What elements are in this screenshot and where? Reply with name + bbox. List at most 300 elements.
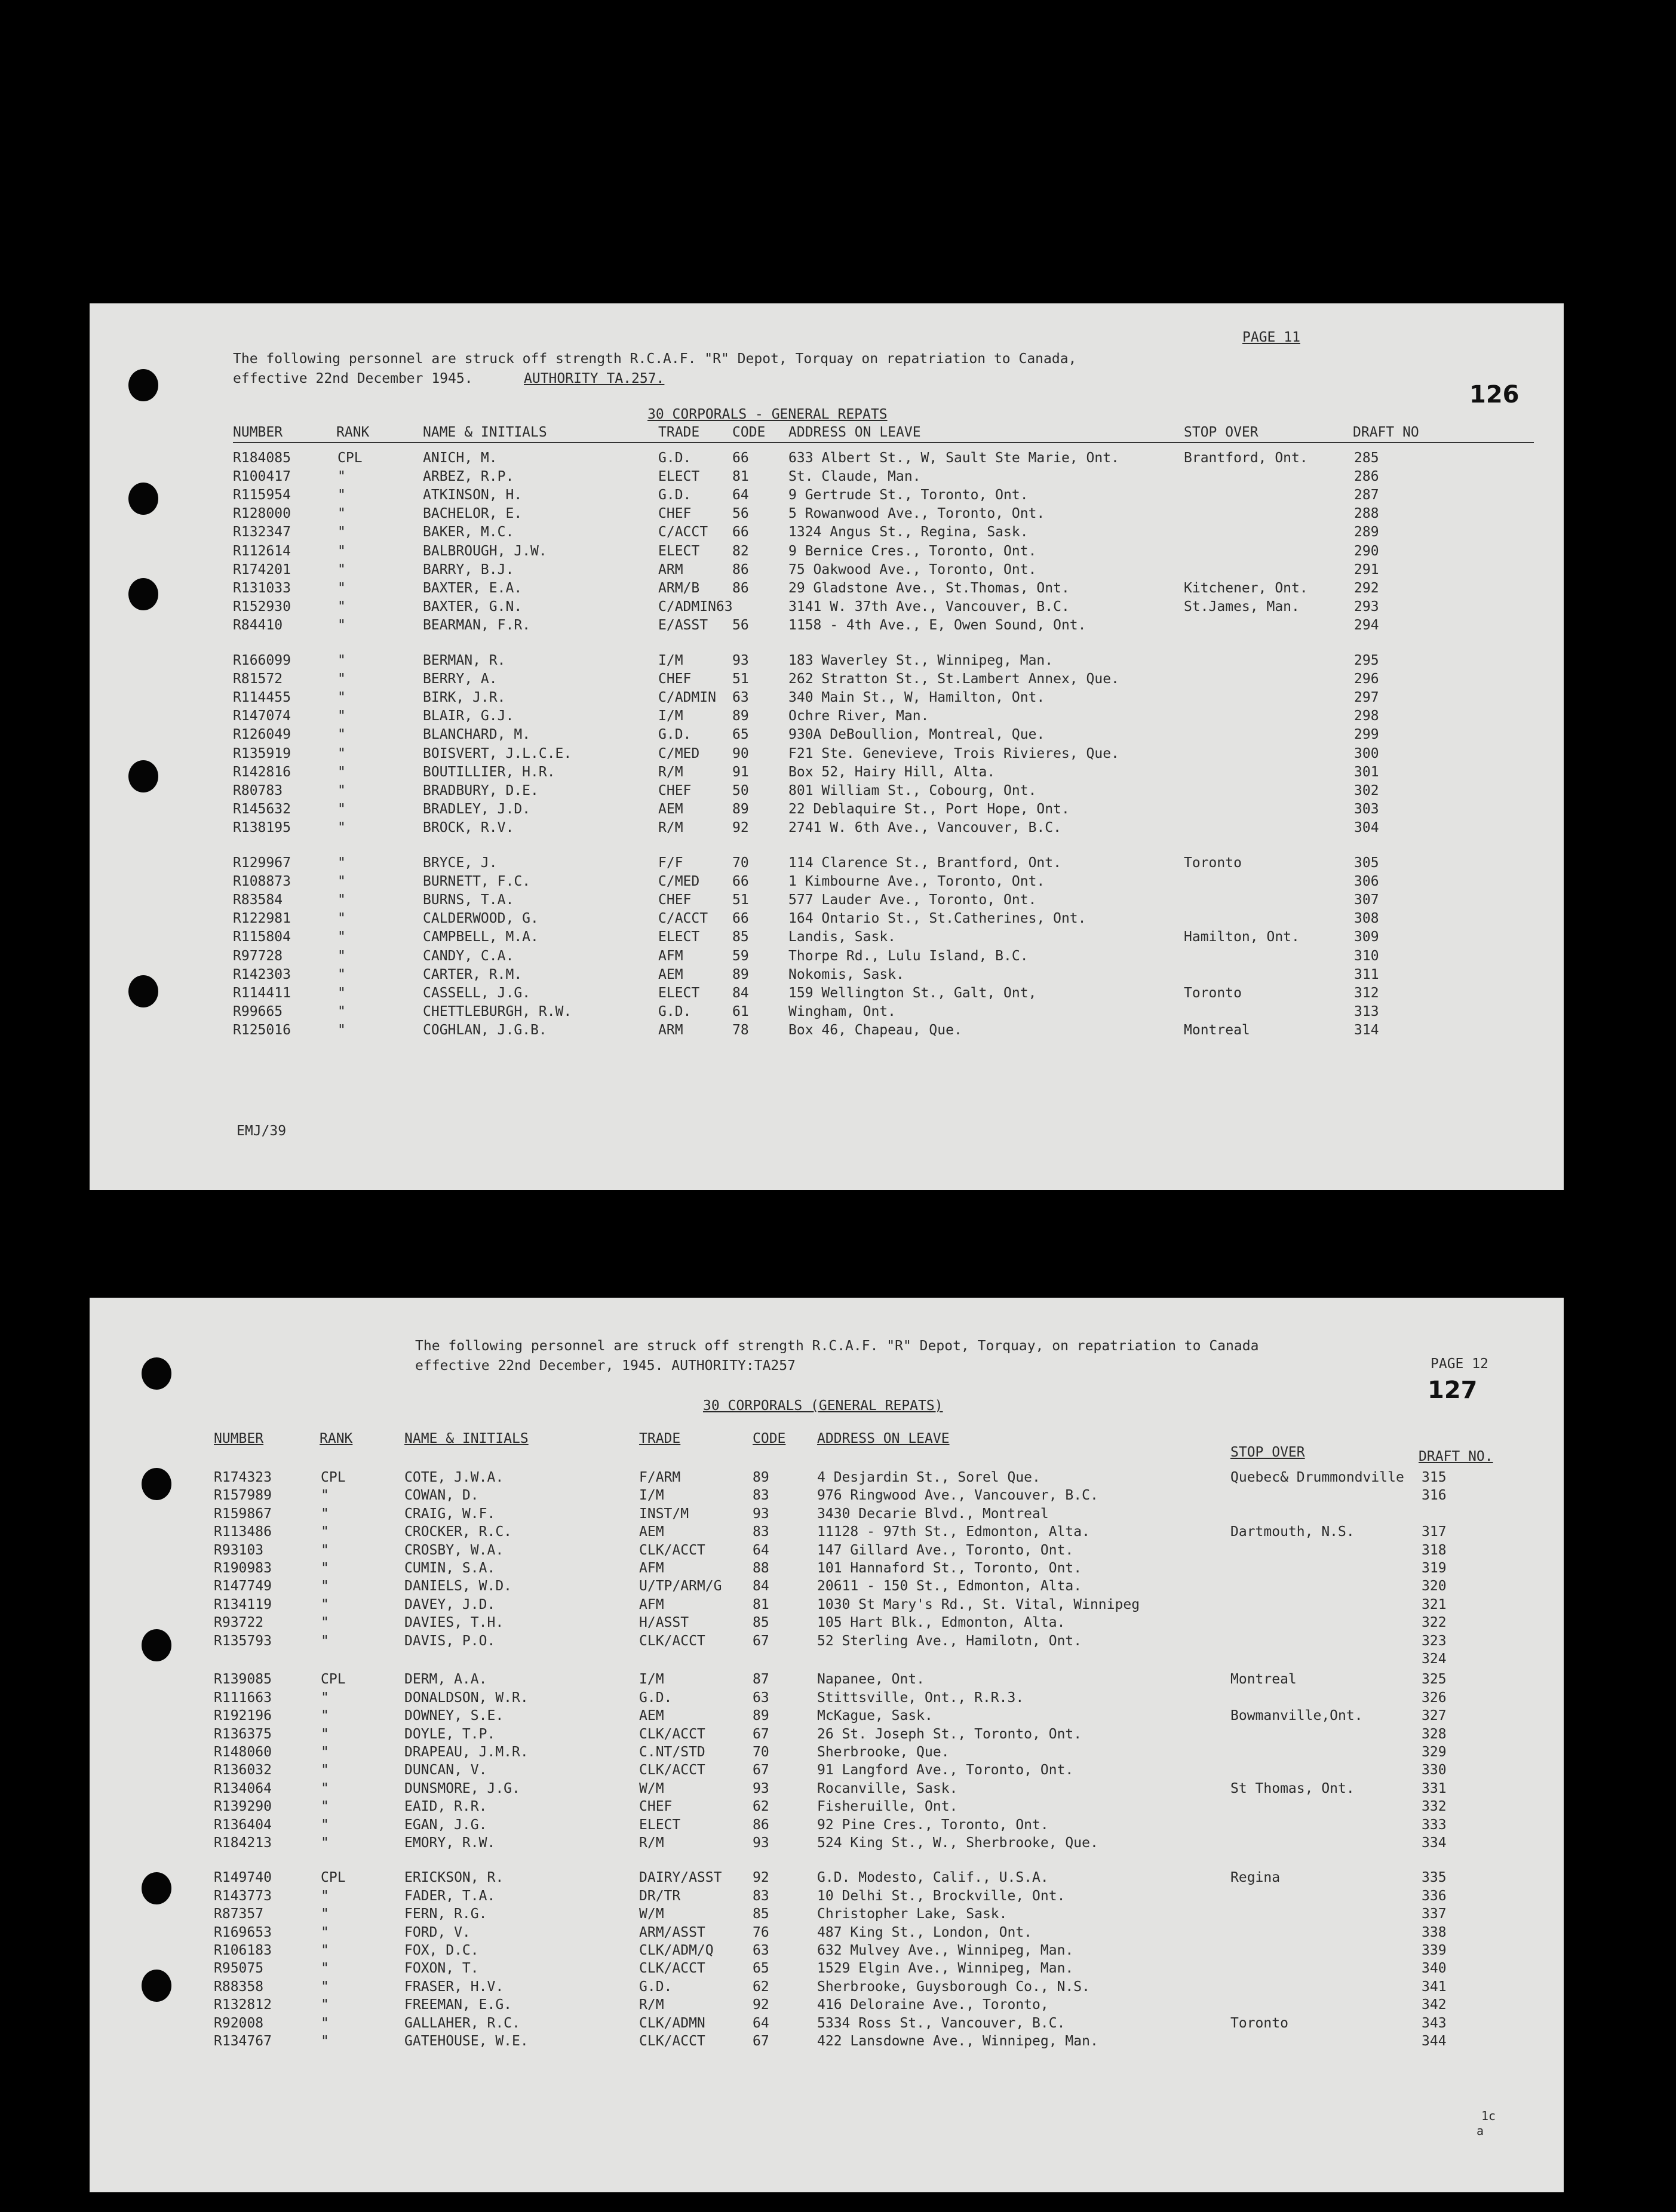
cell-code: 93 — [753, 1835, 769, 1851]
table-row — [90, 784, 1564, 803]
cell-stopover: Dartmouth, N.S. — [1230, 1524, 1355, 1540]
cell-address: Sherbrooke, Guysborough Co., N.S. — [817, 1978, 1090, 1995]
cell-draft: 301 — [1354, 764, 1379, 780]
table-row — [90, 821, 1564, 840]
intro-line-2: effective 22nd December, 1945. AUTHORITY:TA257 — [415, 1358, 796, 1374]
header-stopover: STOP OVER — [1184, 425, 1258, 440]
cell-name: COWAN, D. — [404, 1488, 479, 1504]
cell-rank: " — [337, 561, 346, 577]
cell-draft: 315 — [1422, 1470, 1447, 1485]
cell-draft: 289 — [1354, 524, 1379, 540]
cell-trade: ARM/B — [658, 580, 700, 596]
cell-draft: 294 — [1354, 617, 1379, 633]
cell-number: R88358 — [214, 1978, 264, 1995]
table-row — [90, 1562, 1564, 1580]
cell-draft: 292 — [1354, 580, 1379, 596]
cell-code: 50 — [732, 782, 749, 798]
cell-trade: AEM — [639, 1524, 664, 1540]
cell-address: 159 Wellington St., Galt, Ont, — [788, 985, 1037, 1001]
table-row — [90, 526, 1564, 544]
cell-rank: " — [337, 708, 346, 724]
cell-address: 422 Lansdowne Ave., Winnipeg, Man. — [817, 2033, 1098, 2049]
cell-draft: 297 — [1354, 690, 1379, 706]
cell-code: 83 — [753, 1488, 769, 1504]
cell-trade: I/M — [639, 1488, 664, 1504]
cell-address: Box 46, Chapeau, Que. — [788, 1022, 962, 1038]
cell-rank: " — [337, 690, 346, 706]
cell-trade: R/M — [639, 1997, 664, 2013]
corner-mark: 1c — [1481, 2109, 1496, 2123]
cell-address: Christopher Lake, Sask. — [817, 1906, 1008, 1922]
cell-draft: 329 — [1422, 1744, 1447, 1760]
table-row — [90, 1980, 1564, 1999]
cell-name: DUNCAN, V. — [404, 1762, 487, 1778]
header-rank: RANK — [320, 1431, 353, 1446]
cell-trade: I/M — [639, 1672, 664, 1688]
cell-trade: ARM — [658, 1022, 683, 1038]
header-address: ADDRESS ON LEAVE — [817, 1431, 950, 1446]
table-row — [90, 1635, 1564, 1653]
cell-draft: 335 — [1422, 1870, 1447, 1886]
cell-address: 1158 - 4th Ave., E, Owen Sound, Ont. — [788, 617, 1086, 633]
cell-code: 89 — [753, 1470, 769, 1485]
cell-address: 92 Pine Cres., Toronto, Ont. — [817, 1817, 1049, 1833]
cell-code: 83 — [753, 1524, 769, 1540]
cell-trade: ELECT — [658, 985, 700, 1001]
intro-line-1: The following personnel are struck off strength R.C.A.F. "R" Depot, Torquay on repatriation to Canada, — [233, 351, 1077, 367]
cell-trade: G.D. — [658, 450, 692, 466]
cell-rank: " — [321, 2033, 329, 2049]
cell-draft: 304 — [1354, 819, 1379, 835]
cell-rank: " — [337, 819, 346, 835]
cell-name: FREEMAN, E.G. — [404, 1997, 512, 2013]
cell-name: CROCKER, R.C. — [404, 1524, 512, 1540]
cell-number: R190983 — [214, 1560, 272, 1576]
cell-name: BLAIR, G.J. — [423, 708, 514, 724]
cell-name: BROCK, R.V. — [423, 819, 514, 835]
cell-rank: " — [337, 543, 346, 559]
cell-trade: C/MED — [658, 745, 700, 761]
intro-line-2: effective 22nd December 1945. — [233, 371, 473, 386]
cell-rank: " — [337, 764, 346, 780]
cell-name: DONALDSON, W.R. — [404, 1689, 529, 1706]
cell-name: BERMAN, R. — [423, 653, 506, 668]
cell-name: DRAPEAU, J.M.R. — [404, 1744, 529, 1760]
cell-name: DAVEY, J.D. — [404, 1596, 496, 1612]
cell-rank: " — [321, 1799, 329, 1815]
cell-code: 67 — [753, 1762, 769, 1778]
cell-code: 67 — [753, 1726, 769, 1742]
cell-trade: C.NT/STD — [639, 1744, 705, 1760]
table-row — [90, 1544, 1564, 1562]
cell-trade: G.D. — [639, 1689, 673, 1706]
cell-rank: " — [321, 1488, 329, 1504]
cell-name: DAVIS, P.O. — [404, 1633, 496, 1649]
header-draft: DRAFT NO — [1353, 425, 1419, 440]
table-row — [90, 747, 1564, 766]
cell-code: 86 — [753, 1817, 769, 1833]
cell-number: R81572 — [233, 671, 283, 687]
footer-ref: EMJ/39 — [237, 1123, 287, 1139]
cell-code: 67 — [753, 2033, 769, 2049]
cell-stopover: St.James, Man. — [1184, 598, 1300, 615]
cell-rank: " — [337, 985, 346, 1001]
cell-rank: " — [321, 1708, 329, 1724]
roster-sheet-page-11 — [90, 303, 1564, 1190]
cell-name: COGHLAN, J.G.B. — [423, 1022, 547, 1038]
cell-address: Rocanville, Sask. — [817, 1780, 958, 1796]
cell-stopover: Montreal — [1230, 1672, 1297, 1688]
cell-code: 89 — [732, 801, 749, 817]
table-row — [90, 470, 1564, 489]
table-row — [90, 600, 1564, 619]
table-row — [90, 766, 1564, 784]
header-trade: TRADE — [639, 1431, 681, 1446]
cell-trade: F/F — [658, 855, 683, 871]
cell-address: Sherbrooke, Que. — [817, 1744, 950, 1760]
cell-rank: " — [337, 598, 346, 615]
cell-trade: U/TP/ARM/G — [639, 1578, 722, 1595]
cell-code: 70 — [732, 855, 749, 871]
cell-number: R184213 — [214, 1835, 272, 1851]
cell-trade: F/ARM — [639, 1470, 681, 1485]
cell-name: BACHELOR, E. — [423, 506, 523, 522]
cell-name: BURNETT, F.C. — [423, 874, 531, 890]
cell-stopover: Regina — [1230, 1870, 1281, 1886]
table-row — [90, 2035, 1564, 2053]
cell-name: BAXTER, G.N. — [423, 598, 523, 615]
cell-stopover: Toronto — [1184, 855, 1242, 871]
cell-number: R131033 — [233, 580, 291, 596]
page-stamp-number: 127 — [1428, 1377, 1478, 1404]
cell-address: Landis, Sask. — [788, 929, 897, 945]
cell-number: R95075 — [214, 1961, 264, 1977]
cell-address: 22 Deblaquire St., Port Hope, Ont. — [788, 801, 1070, 817]
cell-trade: ARM/ASST — [639, 1924, 705, 1940]
cell-draft: 313 — [1354, 1003, 1379, 1019]
cell-number: R142303 — [233, 966, 291, 982]
cell-trade: DAIRY/ASST — [639, 1870, 722, 1886]
cell-number: R114455 — [233, 690, 291, 706]
cell-address: 147 Gillard Ave., Toronto, Ont. — [817, 1542, 1074, 1558]
cell-trade: H/ASST — [639, 1615, 689, 1631]
cell-name: FOX, D.C. — [404, 1943, 479, 1958]
page-label: PAGE 12 — [1431, 1356, 1488, 1372]
cell-address: 1030 St Mary's Rd., St. Vital, Winnipeg — [817, 1596, 1140, 1612]
cell-number: R136375 — [214, 1726, 272, 1742]
cell-code: 65 — [753, 1961, 769, 1977]
cell-name: BRADLEY, J.D. — [423, 801, 531, 817]
cell-name: ERICKSON, R. — [404, 1870, 504, 1886]
cell-number: R113486 — [214, 1524, 272, 1540]
cell-trade: G.D. — [658, 487, 692, 503]
cell-trade: C/ADMIN63 — [658, 598, 733, 615]
cell-name: FERN, R.G. — [404, 1906, 487, 1922]
cell-trade: G.D. — [639, 1978, 673, 1995]
cell-number: R147749 — [214, 1578, 272, 1595]
cell-rank: " — [337, 671, 346, 687]
cell-address: 801 William St., Cobourg, Ont. — [788, 782, 1037, 798]
cell-number: R148060 — [214, 1744, 272, 1760]
cell-trade: CHEF — [658, 782, 692, 798]
cell-draft: 328 — [1422, 1726, 1447, 1742]
cell-address: F21 Ste. Genevieve, Trois Rivieres, Que. — [788, 745, 1119, 761]
cell-address: Thorpe Rd., Lulu Island, B.C. — [788, 948, 1029, 964]
cell-code: 81 — [753, 1596, 769, 1612]
cell-number: R83584 — [233, 892, 283, 908]
cell-rank: " — [321, 1978, 329, 1995]
cell-code: 86 — [732, 580, 749, 596]
cell-rank: CPL — [321, 1470, 346, 1485]
table-row — [90, 1580, 1564, 1598]
cell-rank: " — [321, 1961, 329, 1977]
cell-address: 976 Ringwood Ave., Vancouver, B.C. — [817, 1488, 1098, 1504]
cell-name: DOYLE, T.P. — [404, 1726, 496, 1742]
table-header — [90, 426, 1564, 444]
cell-address: Napanee, Ont. — [817, 1672, 925, 1688]
cell-draft: 322 — [1422, 1615, 1447, 1631]
cell-trade: CLK/ADM/Q — [639, 1943, 714, 1958]
cell-rank: " — [321, 1506, 329, 1522]
cell-rank: " — [321, 1762, 329, 1778]
cell-rank: " — [321, 1780, 329, 1796]
cell-name: BRYCE, J. — [423, 855, 498, 871]
table-row — [90, 1782, 1564, 1801]
cell-name: COTE, J.W.A. — [404, 1470, 504, 1485]
cell-trade: CLK/ACCT — [639, 1633, 705, 1649]
cell-number: R129967 — [233, 855, 291, 871]
cell-code: 82 — [732, 543, 749, 559]
header-rule — [233, 442, 1534, 443]
cell-code: 86 — [732, 561, 749, 577]
cell-name: DUNSMORE, J.G. — [404, 1780, 520, 1796]
cell-name: DOWNEY, S.E. — [404, 1708, 504, 1724]
cell-name: GATEHOUSE, W.E. — [404, 2033, 529, 2049]
cell-rank: " — [337, 653, 346, 668]
authority-ref: AUTHORITY TA.257. — [524, 371, 665, 386]
cell-rank: " — [337, 727, 346, 743]
cell-trade: CLK/ACCT — [639, 1726, 705, 1742]
cell-number: R93103 — [214, 1542, 264, 1558]
table-row — [90, 856, 1564, 875]
cell-rank: " — [337, 855, 346, 871]
header-rank: RANK — [336, 425, 370, 440]
cell-draft: 314 — [1354, 1022, 1379, 1038]
table-row — [90, 803, 1564, 821]
cell-draft: 288 — [1354, 506, 1379, 522]
cell-name: BAKER, M.C. — [423, 524, 514, 540]
cell-trade: E/ASST — [658, 617, 708, 633]
cell-rank: " — [321, 1689, 329, 1706]
cell-number: R115954 — [233, 487, 291, 503]
cell-draft: 308 — [1354, 911, 1379, 927]
cell-rank: " — [321, 1906, 329, 1922]
cell-trade: CLK/ACCT — [639, 1762, 705, 1778]
cell-rank: " — [337, 892, 346, 908]
cell-code: 66 — [732, 911, 749, 927]
header-address: ADDRESS ON LEAVE — [788, 425, 921, 440]
cell-rank: " — [321, 1835, 329, 1851]
table-row — [90, 1890, 1564, 1908]
table-row — [90, 1709, 1564, 1728]
cell-code: 64 — [753, 1542, 769, 1558]
cell-number: R106183 — [214, 1943, 272, 1958]
cell-number: R192196 — [214, 1708, 272, 1724]
cell-code: 83 — [753, 1888, 769, 1904]
cell-number: R134064 — [214, 1780, 272, 1796]
cell-address: 1 Kimbourne Ave., Toronto, Ont. — [788, 874, 1045, 890]
cell-trade: I/M — [658, 653, 683, 668]
cell-code: 59 — [732, 948, 749, 964]
cell-code: 93 — [753, 1506, 769, 1522]
cell-code: 85 — [753, 1615, 769, 1631]
cell-draft: 309 — [1354, 929, 1379, 945]
cell-number: R139085 — [214, 1672, 272, 1688]
cell-rank: " — [337, 1003, 346, 1019]
cell-code: 66 — [732, 874, 749, 890]
table-row — [90, 489, 1564, 507]
cell-draft: 305 — [1354, 855, 1379, 871]
cell-name: FORD, V. — [404, 1924, 471, 1940]
cell-number: R152930 — [233, 598, 291, 615]
cell-draft: 342 — [1422, 1997, 1447, 2013]
cell-address: 632 Mulvey Ave., Winnipeg, Man. — [817, 1943, 1074, 1958]
cell-draft: 299 — [1354, 727, 1379, 743]
cell-trade: INST/M — [639, 1506, 689, 1522]
cell-trade: R/M — [639, 1835, 664, 1851]
cell-trade: C/ADMIN — [658, 690, 716, 706]
cell-address: 164 Ontario St., St.Catherines, Ont. — [788, 911, 1086, 927]
cell-number: R174323 — [214, 1470, 272, 1485]
cell-draft: 298 — [1354, 708, 1379, 724]
cell-stopover: Toronto — [1230, 2015, 1288, 2031]
cell-code: 93 — [753, 1780, 769, 1796]
cell-rank: " — [321, 2015, 329, 2031]
cell-trade: CHEF — [639, 1799, 673, 1815]
cell-draft: 295 — [1354, 653, 1379, 668]
cell-number: R112614 — [233, 543, 291, 559]
cell-rank: " — [337, 617, 346, 633]
table-row — [90, 1507, 1564, 1526]
cell-trade: AFM — [639, 1560, 664, 1576]
corner-mark: a — [1477, 2124, 1484, 2138]
cell-code: 56 — [732, 506, 749, 522]
cell-name: FRASER, H.V. — [404, 1978, 504, 1995]
cell-rank: " — [337, 469, 346, 485]
cell-address: 4 Desjardin St., Sorel Que. — [817, 1470, 1040, 1485]
cell-code: 91 — [732, 764, 749, 780]
cell-name: CHETTLEBURGH, R.W. — [423, 1003, 572, 1019]
cell-name: ANICH, M. — [423, 450, 498, 466]
cell-trade: AEM — [639, 1708, 664, 1724]
cell-code: 63 — [753, 1943, 769, 1958]
cell-draft: 321 — [1422, 1596, 1447, 1612]
header-stopover: STOP OVER — [1230, 1445, 1305, 1460]
cell-number: R97728 — [233, 948, 283, 964]
cell-code: 92 — [753, 1997, 769, 2013]
punch-hole — [128, 369, 158, 401]
cell-address: Fisheruille, Ont. — [817, 1799, 958, 1815]
cell-rank: " — [337, 782, 346, 798]
cell-draft: 340 — [1422, 1961, 1447, 1977]
cell-number: R132812 — [214, 1997, 272, 2013]
cell-trade: ELECT — [658, 469, 700, 485]
table-row — [90, 1525, 1564, 1544]
table-row — [90, 1673, 1564, 1691]
header-draft: DRAFT NO. — [1419, 1449, 1493, 1464]
cell-number: R108873 — [233, 874, 291, 890]
cell-code: 64 — [753, 2015, 769, 2031]
cell-rank: " — [337, 929, 346, 945]
cell-rank: " — [321, 1943, 329, 1958]
cell-trade: W/M — [639, 1906, 664, 1922]
cell-stopover: Kitchener, Ont. — [1184, 580, 1308, 596]
table-row — [90, 1836, 1564, 1855]
cell-trade: CHEF — [658, 506, 692, 522]
cell-draft: 332 — [1422, 1799, 1447, 1815]
cell-number: R143773 — [214, 1888, 272, 1904]
cell-name: DAVIES, T.H. — [404, 1615, 504, 1631]
cell-draft: 331 — [1422, 1780, 1447, 1796]
cell-address: McKague, Sask. — [817, 1708, 933, 1724]
cell-number: R84410 — [233, 617, 283, 633]
cell-stopover: Bowmanville,Ont. — [1230, 1708, 1363, 1724]
cell-name: FOXON, T. — [404, 1961, 479, 1977]
cell-number: R149740 — [214, 1870, 272, 1886]
cell-address: Nokomis, Sask. — [788, 966, 904, 982]
cell-draft: 341 — [1422, 1978, 1447, 1995]
cell-code: 78 — [732, 1022, 749, 1038]
cell-draft: 310 — [1354, 948, 1379, 964]
cell-rank: " — [321, 1726, 329, 1742]
cell-number: R111663 — [214, 1689, 272, 1706]
cell-number: R135919 — [233, 745, 291, 761]
table-row — [90, 582, 1564, 600]
cell-rank: " — [321, 1924, 329, 1940]
header-number: NUMBER — [214, 1431, 264, 1446]
cell-number: R128000 — [233, 506, 291, 522]
cell-code: 84 — [753, 1578, 769, 1595]
cell-number: R80783 — [233, 782, 283, 798]
table-header — [90, 1432, 1564, 1450]
table-row — [90, 875, 1564, 893]
cell-number: R125016 — [233, 1022, 291, 1038]
cell-draft: 307 — [1354, 892, 1379, 908]
cell-rank: " — [337, 874, 346, 890]
cell-number: R138195 — [233, 819, 291, 835]
table-row — [90, 1471, 1564, 1489]
cell-name: BERRY, A. — [423, 671, 498, 687]
cell-code: 89 — [732, 708, 749, 724]
cell-number: R126049 — [233, 727, 291, 743]
cell-code: 90 — [732, 745, 749, 761]
cell-number: R99665 — [233, 1003, 283, 1019]
header-code: CODE — [753, 1431, 786, 1446]
cell-name: BOISVERT, J.L.C.E. — [423, 745, 572, 761]
cell-code: 93 — [732, 653, 749, 668]
table-row — [90, 451, 1564, 470]
cell-draft: 326 — [1422, 1689, 1447, 1706]
table-row — [90, 507, 1564, 526]
cell-address: St. Claude, Man. — [788, 469, 921, 485]
cell-draft: 327 — [1422, 1708, 1447, 1724]
cell-rank: " — [321, 1524, 329, 1540]
cell-rank: " — [321, 1542, 329, 1558]
cell-name: BIRK, J.R. — [423, 690, 506, 706]
cell-number: R157989 — [214, 1488, 272, 1504]
cell-number: R134767 — [214, 2033, 272, 2049]
cell-trade: G.D. — [658, 727, 692, 743]
